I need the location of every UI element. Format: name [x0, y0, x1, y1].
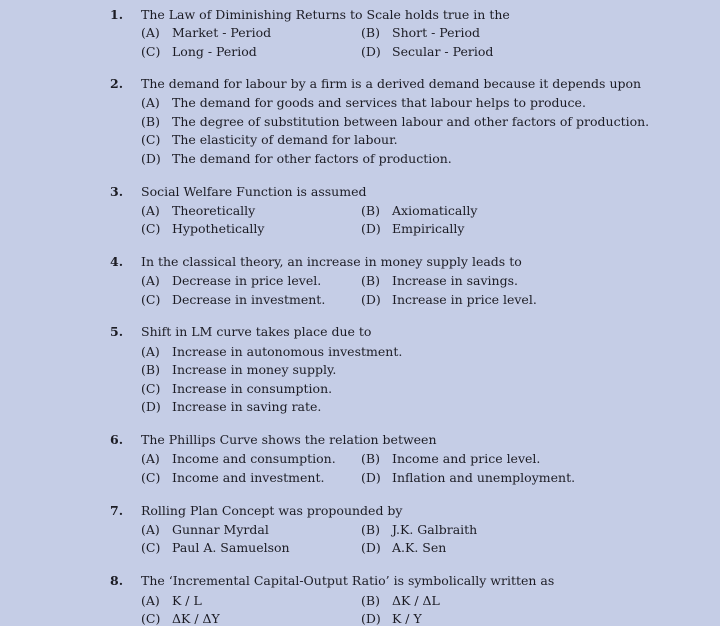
question-number: 3. — [110, 184, 124, 199]
question-number: 1. — [110, 7, 124, 22]
option-c: (C) Increase in consumption. — [141, 381, 333, 396]
question-stem: Shift in LM curve takes place due to — [141, 324, 372, 339]
option-c: (C) The elasticity of demand for labour. — [141, 132, 398, 147]
question-stem: The demand for labour by a firm is a derived demand because it depends upon — [141, 76, 642, 91]
question-stem: The ‘Incremental Capital-Output Ratio’ is symbolically written as — [141, 573, 555, 588]
option-c: (C) Decrease in investment. — [141, 292, 326, 307]
option-d: (D) Increase in saving rate. — [141, 399, 322, 414]
option-b: (B) Increase in savings. — [361, 273, 518, 288]
option-a: (A) Decrease in price level. — [141, 273, 322, 288]
question-stem: The Law of Diminishing Returns to Scale holds true in the — [141, 7, 510, 22]
option-c: (C) Long - Period — [141, 44, 257, 59]
option-a: (A) The demand for goods and services that labour helps to produce. — [141, 95, 586, 110]
option-a: (A) Income and consumption. — [141, 451, 336, 466]
option-b: (B) The degree of substitution between labour and other factors of production. — [141, 114, 650, 129]
option-b: (B) Income and price level. — [361, 451, 541, 466]
option-d: (D) The demand for other factors of production. — [141, 151, 452, 166]
option-b: (B) Increase in money supply. — [141, 362, 337, 377]
option-d: (D) Increase in price level. — [361, 292, 537, 307]
option-b: (B) J.K. Galbraith — [361, 522, 478, 537]
option-a: (A) Theoretically — [141, 203, 256, 218]
option-a: (A) Gunnar Myrdal — [141, 522, 269, 537]
question-stem: In the classical theory, an increase in money supply leads to — [141, 254, 522, 269]
option-c: (C) Income and investment. — [141, 470, 325, 485]
option-b: (B) ΔK / ΔL — [361, 593, 440, 608]
option-d: (D) A.K. Sen — [361, 540, 447, 555]
option-a: (A) K / L — [141, 593, 202, 608]
option-d: (D) Inflation and unemployment. — [361, 470, 576, 485]
question-number: 2. — [110, 76, 124, 91]
question-number: 8. — [110, 573, 124, 588]
question-stem: Rolling Plan Concept was propounded by — [141, 503, 403, 518]
question-number: 7. — [110, 503, 124, 518]
option-b: (B) Short - Period — [361, 25, 481, 40]
question-stem: The Phillips Curve shows the relation between — [141, 432, 437, 447]
question-number: 4. — [110, 254, 124, 269]
question-number: 5. — [110, 324, 124, 339]
option-d: (D) Empirically — [361, 221, 465, 236]
option-d: (D) K / Y — [361, 611, 422, 626]
option-a: (A) Market - Period — [141, 25, 272, 40]
option-d: (D) Secular - Period — [361, 44, 494, 59]
option-c: (C) Hypothetically — [141, 221, 265, 236]
option-b: (B) Axiomatically — [361, 203, 478, 218]
option-a: (A) Increase in autonomous investment. — [141, 344, 403, 359]
option-c: (C) ΔK / ΔY — [141, 611, 220, 626]
question-number: 6. — [110, 432, 124, 447]
question-stem: Social Welfare Function is assumed — [141, 184, 367, 199]
option-c: (C) Paul A. Samuelson — [141, 540, 290, 555]
